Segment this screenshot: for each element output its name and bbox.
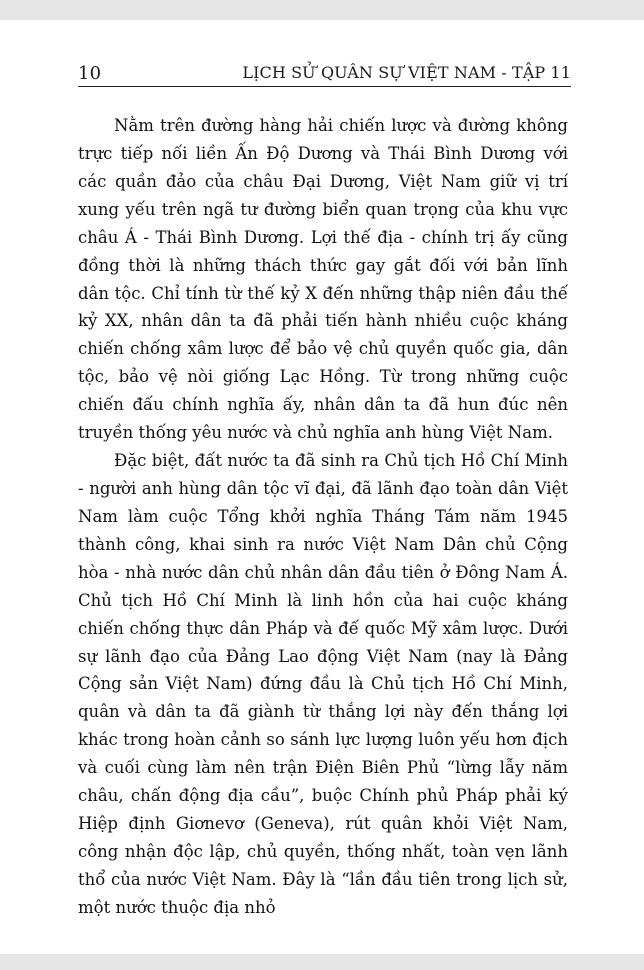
page-header [78,60,571,88]
running-title: LỊCH SỬ QUÂN SỰ VIỆT NAM - TẬP 11 [242,63,571,82]
paragraph-1: Nằm trên đường hàng hải chiến lược và đường không trực tiếp nối liền Ấn Độ Dương và Thái Bình Dương với các quần đảo của châu Đại Dương, Việt Nam giữ vị trí xung yếu trên ngã tư đường biển quan trọng của khu vực châu Á - Thái Bình Dương. Lợi thế địa - chính trị ấy cũng đồng thời là những thách thức gay gắt đối với bản lĩnh dân tộc. Chỉ tính từ thế kỷ X đến những thập niên đầu thế kỷ XX, nhân dân ta đã phải tiến hành nhiều cuộc kháng chiến chống xâm lược để bảo vệ chủ quyền quốc gia, dân tộc, bảo vệ nòi giống Lạc Hồng. Từ trong những cuộc chiến đấu chính nghĩa ấy, nhân dân ta đã hun đúc nên truyền thống yêu nước và chủ nghĩa anh hùng Việt Nam. [78,116,568,443]
header-divider [78,86,571,87]
body-text [78,112,568,922]
paragraph-2: Đặc biệt, đất nước ta đã sinh ra Chủ tịch Hồ Chí Minh - người anh hùng dân tộc vĩ đại, đã lãnh đạo toàn dân Việt Nam làm cuộc Tổng khởi nghĩa Tháng Tám năm 1945 thành công, khai sinh ra nước Việt Nam Dân chủ Cộng hòa - nhà nước dân chủ nhân dân đầu tiên ở Đông Nam Á. Chủ tịch Hồ Chí Minh là linh hồn của hai cuộc kháng chiến chống thực dân Pháp và đế quốc Mỹ xâm lược. Dưới sự lãnh đạo của Đảng Lao động Việt Nam (nay là Đảng Cộng sản Việt Nam) đứng đầu là Chủ tịch Hồ Chí Minh, quân và dân ta đã giành từ thắng lợi này đến thắng lợi khác trong hoàn cảnh so sánh lực lượng luôn yếu hơn địch và cuối cùng làm nên trận Điện Biên Phủ “lừng lẫy năm châu, chấn động địa cầu”, buộc Chính phủ Pháp phải ký Hiệp định Giơnevơ (Geneva), rút quân khỏi Việt Nam, công nhận độc lập, chủ quyền, thống nhất, toàn vẹn lãnh thổ của nước Việt Nam. Đây là “lần đầu tiên trong lịch sử, một nước thuộc địa nhỏ [78,451,568,917]
page-number: 10 [78,63,102,84]
